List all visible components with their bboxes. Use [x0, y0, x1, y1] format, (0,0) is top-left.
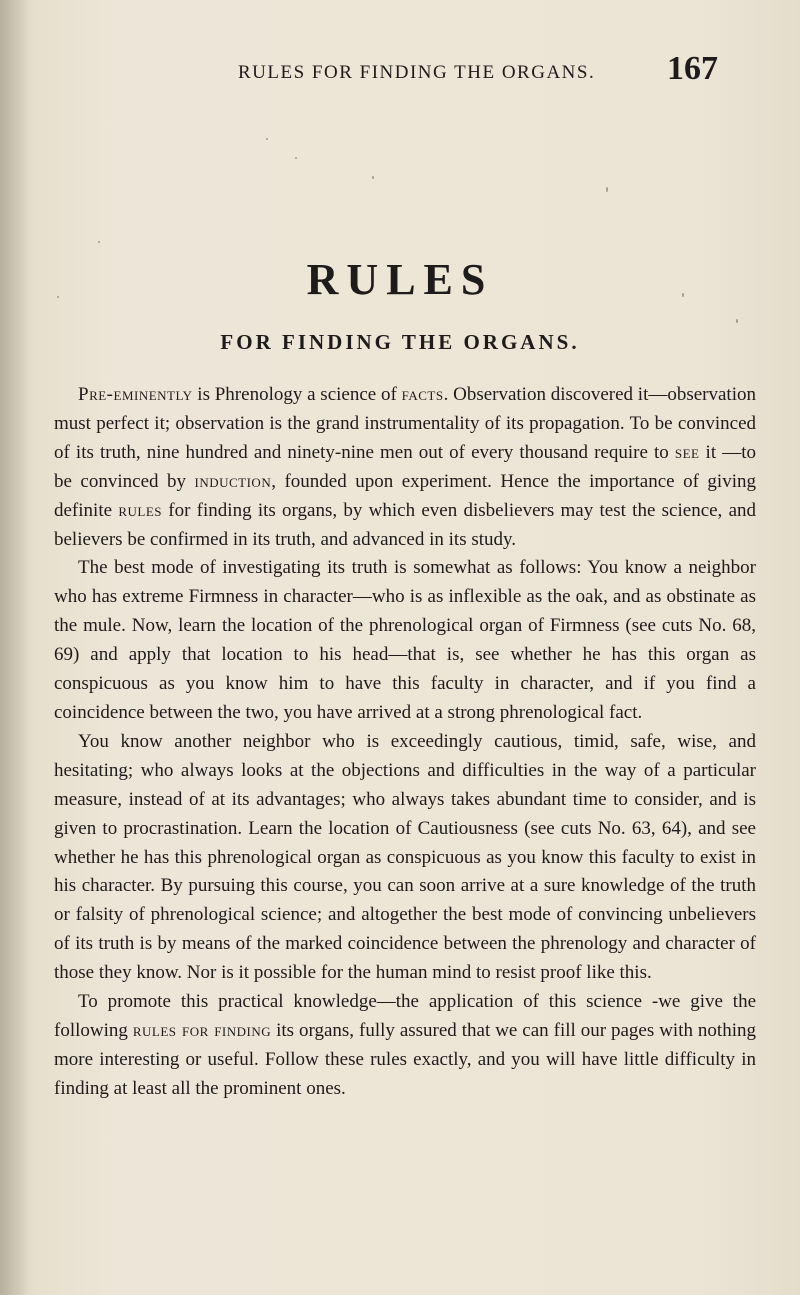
paragraph-3: You know another neighbor who is exceedingly cautious, timid, safe, wise, and hesitating; who always looks at the objections and difficulties in the way of a particular measure, instead of at its advantages; who always takes abundant time to consider, and is given to procrastination. Learn the location of Cautiousness (see cuts No. 63, 64), and see whether he has this phrenological organ as conspicuous as you know this faculty to exist in his character. By pursuing this course, you can soon arrive at a sure knowledge of the truth or falsity of phrenological science; and altogether the best mode of convincing unbelievers of its truth is by means of the marked coincidence between the phrenology and character of those they know. Nor is it possible for the human mind to resist proof like this. [54, 730, 756, 984]
body-text [54, 381, 756, 1104]
text-run: is Phrenology a science of [192, 384, 402, 405]
text-run: , founded upon experiment. Hence the importance of giving definite [54, 470, 756, 521]
text-run: . Observation discovered it—observation must perfect it; observation is the grand instrumentality of its propagation. To be convinced of its truth, nine hundred and ninety-nine men out of every thousand require to [54, 384, 756, 463]
binding-shadow [0, 0, 30, 1295]
chapter-subtitle: FOR FINDING THE ORGANS. [220, 330, 580, 354]
small-caps-induction: induction [194, 470, 272, 492]
paper-speck [98, 241, 100, 243]
text-run: To promote this practical knowledge—the application of this science -we give the following [54, 991, 756, 1041]
paper-speck [736, 319, 738, 323]
paragraph-2: The best mode of investigating its truth is somewhat as follows: You know a neighbor who has extreme Firmness in character—who is as inflexible as the oak, and as obstinate as the mule. Now, learn the location of the phrenological organ of Firmness (see cuts No. 68, 69) and apply that location to his head—that is, see whether he has this organ as conspicuous as you know him to have this faculty in character, and if you find a coincidence between the two, you have arrived at a strong phrenological fact. [54, 557, 756, 723]
page-number: 167 [667, 50, 718, 87]
running-head: RULES FOR FINDING THE ORGANS. [238, 62, 596, 83]
paper-speck [606, 187, 608, 192]
paper-speck [57, 296, 59, 298]
lead-small-caps: Pre-eminently [78, 384, 193, 405]
paper-speck [372, 176, 374, 179]
paragraph-4 [54, 988, 756, 1104]
small-caps-rules: rules [118, 499, 162, 521]
small-caps-rules-for-finding: rules for finding [132, 1019, 272, 1041]
text-run: its organs, fully assured that we can fill our pages with nothing more interesting or useful. Follow these rules exactly, and you will have little difficulty in finding at least all the prominent ones. [54, 1019, 756, 1099]
text-run: for finding its organs, by which even disbelievers may test the science, and believers be confirmed in its truth, and advanced in its study. [54, 499, 757, 550]
text-run: it —to be convinced by [54, 441, 756, 492]
chapter-title: RULES [306, 255, 494, 304]
paper-speck [266, 138, 268, 140]
paper-speck [295, 157, 297, 159]
paragraph-1 [54, 381, 756, 554]
small-caps-see: see [674, 441, 700, 463]
small-caps-facts: facts [401, 384, 444, 405]
paper-speck [682, 293, 684, 297]
